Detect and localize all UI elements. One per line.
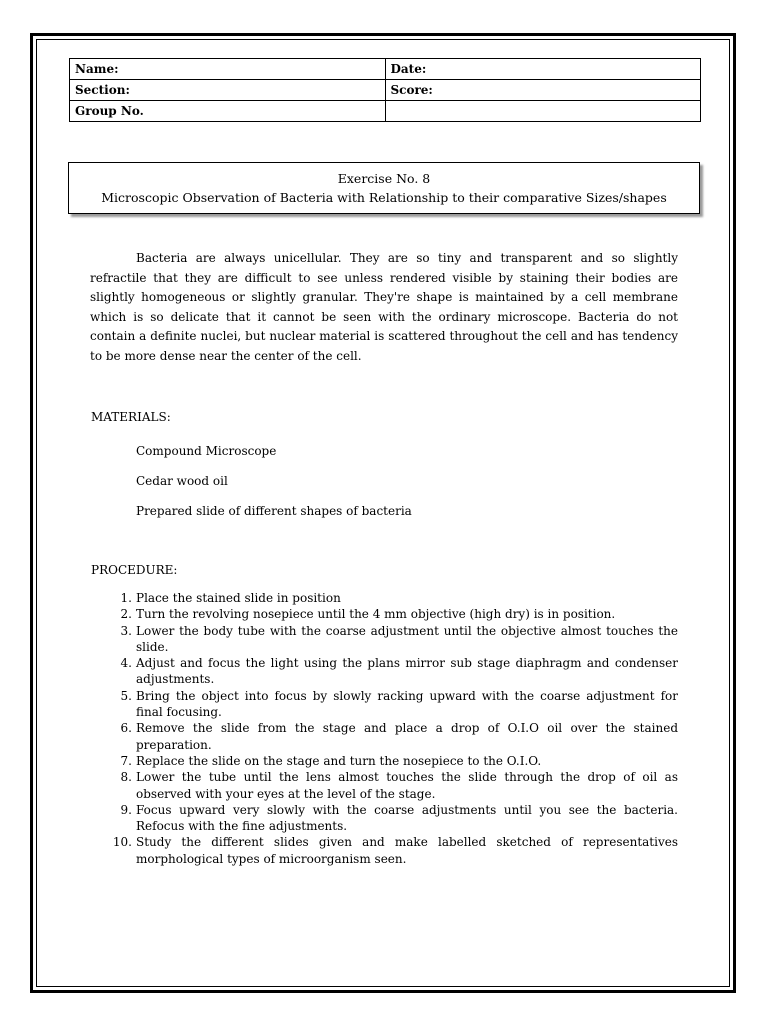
list-item	[110, 834, 678, 867]
list-item	[110, 590, 678, 606]
step-number: 1.	[120, 591, 132, 605]
score-field[interactable]: Score:	[385, 80, 701, 101]
step-text: Turn the revolving nosepiece until the 4 mm objective (high dry) is in position.	[136, 607, 616, 622]
list-item	[110, 655, 678, 688]
list-item	[110, 688, 678, 721]
group-field[interactable]: Group No.	[70, 101, 386, 122]
intro-paragraph	[90, 249, 678, 366]
step-number: 10.	[112, 835, 132, 850]
list-item	[110, 720, 678, 753]
step-text: Remove the slide from the stage and place a drop of O.I.O oil over the stained preparation.	[136, 721, 678, 752]
step-text: Bring the object into focus by slowly racking upward with the coarse adjustment for final focusing.	[136, 688, 678, 720]
list-item	[110, 769, 678, 802]
list-item	[110, 802, 678, 835]
list-item: Prepared slide of different shapes of bacteria	[136, 504, 412, 518]
table-row	[70, 59, 701, 80]
step-text: Replace the slide on the stage and turn the nosepiece to the O.I.O.	[136, 753, 542, 768]
table-row	[70, 80, 701, 101]
group-value-cell[interactable]	[385, 101, 701, 122]
list-item: Compound Microscope	[136, 444, 277, 458]
procedure-heading: PROCEDURE:	[91, 563, 178, 577]
intro-text: Bacteria are always unicellular. They are so tiny and transparent and so slightly refractile that they are difficult to see unless rendered visible by staining their bodies are slightly homogeneous or slightly granular. They're shape is maintained by a cell membrane which is so delicate that it cannot be seen with the ordinary microscope. Bacteria do not contain a definite nuclei, but nuclear material is scattered throughout the cell and has tendency to be more dense near the center of the cell.	[90, 251, 678, 363]
step-number: 6.	[120, 721, 132, 736]
step-number: 3.	[120, 623, 132, 638]
list-item: Cedar wood oil	[136, 474, 228, 488]
exercise-subtitle: Microscopic Observation of Bacteria with Relationship to their comparative Sizes/shapes	[101, 190, 667, 205]
list-item	[110, 606, 678, 622]
exercise-title-box	[68, 162, 700, 214]
exercise-number: Exercise No. 8	[337, 171, 431, 186]
step-number: 7.	[120, 753, 132, 768]
step-number: 8.	[120, 770, 132, 785]
date-field[interactable]: Date:	[385, 59, 701, 80]
step-number: 2.	[120, 607, 132, 622]
step-text: Lower the body tube with the coarse adjustment until the objective almost touches the slide.	[136, 623, 678, 654]
step-text: Focus upward very slowly with the coarse adjustments until you see the bacteria. Refocus with the fine adjustments.	[136, 802, 678, 834]
name-field[interactable]: Name:	[70, 59, 386, 80]
step-text: Adjust and focus the light using the plans mirror sub stage diaphragm and condenser adjustments.	[136, 656, 678, 687]
section-field[interactable]: Section:	[70, 80, 386, 101]
step-number: 4.	[120, 656, 132, 671]
step-number: 9.	[120, 802, 132, 817]
step-text: Lower the tube until the lens almost touches the slide through the drop of oil as observed with your eyes at the level of the stage.	[136, 770, 678, 801]
procedure-list	[110, 590, 678, 867]
table-row	[70, 101, 701, 122]
materials-heading: MATERIALS:	[91, 410, 171, 424]
materials-list	[136, 441, 412, 531]
list-item	[110, 753, 678, 769]
student-info-table	[69, 58, 701, 122]
step-number: 5.	[120, 688, 132, 703]
step-text: Study the different slides given and make labelled sketched of representatives morphological types of microorganism seen.	[136, 835, 678, 866]
list-item	[110, 623, 678, 656]
step-text: Place the stained slide in position	[136, 591, 341, 605]
